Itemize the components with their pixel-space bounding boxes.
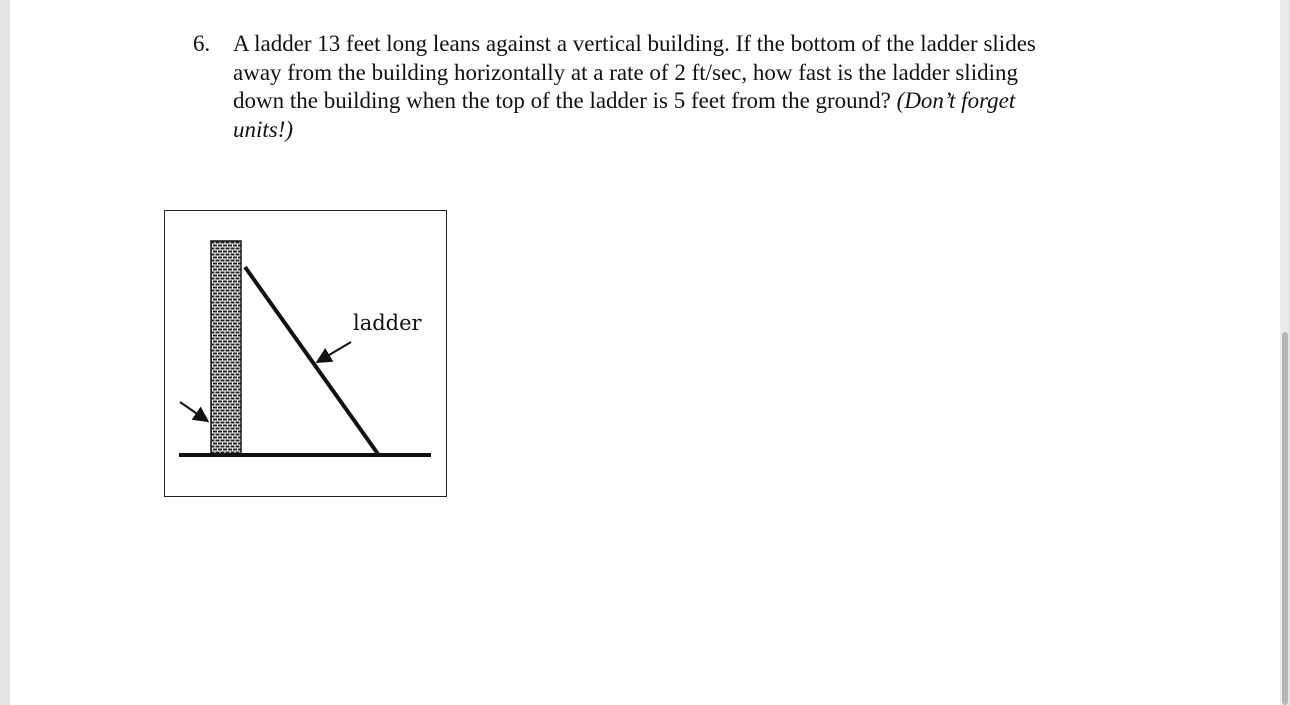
- units-note-continued: units!): [233, 116, 294, 142]
- ladder-label: ladder: [353, 311, 422, 335]
- problem-line-2: away from the building horizontally at a rate of 2 ft/sec, how fast is the ladder sliding: [233, 59, 1018, 85]
- problem-line-3-text: down the building when the top of the ladder is 5 feet from the ground?: [233, 88, 891, 113]
- problem-line-3: [233, 87, 1113, 116]
- scrollbar-thumb[interactable]: [1282, 332, 1288, 705]
- problem-line-1: A ladder 13 feet long leans against a vertical building. If the bottom of the ladder slides: [233, 31, 1036, 56]
- ladder-line-icon: [245, 267, 378, 454]
- brick-wall-icon: [211, 241, 241, 455]
- problem-number: 6.: [193, 31, 211, 56]
- problem-text: [233, 30, 1113, 144]
- left-page-gutter: [0, 0, 10, 705]
- ladder-figure: [164, 210, 447, 497]
- ladder-arrow-icon: [319, 342, 351, 361]
- ladder-diagram: [165, 211, 446, 496]
- wall-arrow-icon: [180, 402, 206, 420]
- units-note: (Don’t forget: [896, 88, 1016, 113]
